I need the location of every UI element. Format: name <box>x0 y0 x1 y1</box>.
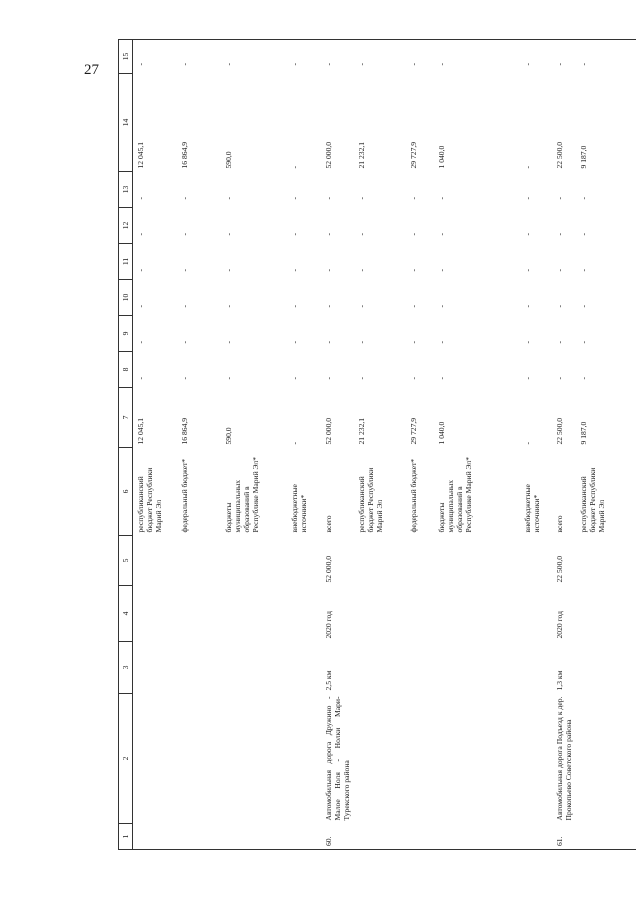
amount-dash: - <box>552 40 576 74</box>
column-number: 11 <box>119 244 133 280</box>
amount-dash: - <box>323 196 333 200</box>
amount-year: 1 040,0 <box>436 145 446 169</box>
object-name <box>133 694 177 824</box>
amount-dash: - <box>223 232 233 236</box>
amount-dash: - <box>408 232 418 236</box>
amount-dash: - <box>356 376 366 380</box>
amount-total: 52 000,0 <box>323 417 333 445</box>
estimated-cost: 52 000,0 <box>323 555 333 583</box>
amount-dash: - <box>179 232 189 236</box>
amount-dash: - <box>554 232 564 236</box>
object-name <box>177 694 221 824</box>
amount-dash: - <box>289 268 299 272</box>
object-length <box>133 642 177 694</box>
amount-dash: - <box>289 340 299 344</box>
object-length <box>520 642 552 694</box>
row-number: 61. <box>552 824 576 850</box>
amount-dash: - <box>289 196 299 200</box>
column-number: 7 <box>119 388 133 448</box>
amount-dash: - <box>223 376 233 380</box>
object-name <box>287 694 321 824</box>
object-length <box>221 642 287 694</box>
amount-dash: - <box>179 268 189 272</box>
table-row <box>321 40 354 850</box>
amount-dash: - <box>223 268 233 272</box>
amount-dash: - <box>223 196 233 200</box>
column-number: 4 <box>119 586 133 642</box>
amount-dash: - <box>579 268 589 272</box>
row-number <box>221 824 287 850</box>
estimated-cost: 22 500,0 <box>554 555 564 583</box>
amount-dash: - <box>554 268 564 272</box>
amount-dash: - <box>356 304 366 308</box>
row-number <box>354 824 406 850</box>
amount-year: - <box>289 165 299 169</box>
amount-dash: - <box>408 304 418 308</box>
amount-dash: - <box>554 196 564 200</box>
funding-source: всего <box>554 515 564 533</box>
object-length <box>434 642 520 694</box>
funding-source: федеральный бюджет* <box>179 458 189 533</box>
amount-dash: - <box>136 268 145 272</box>
object-length: 1,3 км <box>554 670 564 691</box>
amount-dash: - <box>223 340 233 344</box>
amount-total: 12 045,1 <box>136 417 145 445</box>
completion-year <box>177 586 221 642</box>
completion-year: 2020 год <box>323 611 333 639</box>
amount-dash: - <box>579 340 589 344</box>
amount-dash: - <box>179 376 189 380</box>
column-number: 2 <box>119 694 133 824</box>
object-name <box>434 694 520 824</box>
object-name <box>406 694 434 824</box>
table-row <box>354 40 406 850</box>
amount-dash: - <box>177 40 221 74</box>
amount-year: - <box>522 165 532 169</box>
funding-source: бюджеты муниципальных образований в Республике Марий Эл* <box>436 456 474 533</box>
row-number <box>133 824 177 850</box>
funding-source: республиканский бюджет Республики Марий Эл <box>579 467 607 533</box>
object-name: Автомобильная дорога Подъезд к дер. Прокопьево Советского района <box>554 696 573 821</box>
amount-dash: - <box>289 232 299 236</box>
estimated-cost <box>576 536 636 586</box>
estimated-cost <box>133 536 177 586</box>
amount-year: 9 187,0 <box>579 145 589 169</box>
column-number: 3 <box>119 642 133 694</box>
amount-dash: - <box>554 340 564 344</box>
amount-dash: - <box>408 196 418 200</box>
amount-total: 590,0 <box>223 427 233 445</box>
amount-dash: - <box>408 340 418 344</box>
column-number: 10 <box>119 280 133 316</box>
row-number: 60. <box>321 824 354 850</box>
funding-source: республиканский бюджет Республики Марий Эл <box>356 467 385 533</box>
table-row <box>576 40 636 850</box>
amount-dash: - <box>323 268 333 272</box>
table-row <box>406 40 434 850</box>
amount-dash: - <box>323 376 333 380</box>
amount-dash: - <box>179 304 189 308</box>
column-number: 14 <box>119 74 133 172</box>
table-row <box>287 40 321 850</box>
amount-dash: - <box>408 376 418 380</box>
amount-dash: - <box>522 304 532 308</box>
object-length: 2,5 км <box>323 670 333 691</box>
amount-total: - <box>289 441 299 445</box>
amount-dash: - <box>136 340 145 344</box>
amount-dash: - <box>579 232 589 236</box>
amount-dash: - <box>321 40 354 74</box>
estimated-cost <box>177 536 221 586</box>
funding-source: федеральный бюджет* <box>408 458 418 533</box>
row-number <box>520 824 552 850</box>
amount-dash: - <box>436 232 446 236</box>
amount-dash: - <box>354 40 406 74</box>
completion-year <box>221 586 287 642</box>
program-table <box>118 39 636 850</box>
column-number: 13 <box>119 172 133 208</box>
amount-dash: - <box>289 376 299 380</box>
table-row <box>520 40 552 850</box>
amount-dash: - <box>436 268 446 272</box>
row-number <box>434 824 520 850</box>
amount-dash: - <box>522 196 532 200</box>
object-length <box>177 642 221 694</box>
amount-dash: - <box>323 340 333 344</box>
completion-year <box>133 586 177 642</box>
amount-dash: - <box>179 196 189 200</box>
amount-dash: - <box>579 196 589 200</box>
column-number: 9 <box>119 316 133 352</box>
amount-total: 21 232,1 <box>356 417 366 445</box>
amount-dash: - <box>436 196 446 200</box>
estimated-cost <box>287 536 321 586</box>
table-row <box>552 40 576 850</box>
amount-year: 21 232,1 <box>356 141 366 169</box>
funding-source: республиканский бюджет Республики Марий Эл <box>136 467 164 533</box>
estimated-cost <box>434 536 520 586</box>
amount-year: 16 864,9 <box>179 141 189 169</box>
amount-year: 52 000,0 <box>323 141 333 169</box>
object-name: Автомобильная дорога Дружино - Малое Ноля - Нолки Мари-Турекского района <box>323 696 351 821</box>
amount-dash: - <box>179 340 189 344</box>
amount-dash: - <box>522 340 532 344</box>
amount-dash: - <box>436 376 446 380</box>
completion-year <box>406 586 434 642</box>
funding-source: внебюджетные источники* <box>522 484 541 533</box>
amount-dash: - <box>136 232 145 236</box>
row-number <box>576 824 636 850</box>
amount-dash: - <box>522 268 532 272</box>
column-number-row <box>119 40 133 850</box>
amount-dash: - <box>223 304 233 308</box>
funding-source: внебюджетные источники* <box>289 484 308 533</box>
table-body <box>133 40 637 850</box>
amount-year: 590,0 <box>223 151 233 169</box>
amount-dash: - <box>408 268 418 272</box>
amount-total: 29 727,9 <box>408 417 418 445</box>
amount-dash: - <box>287 40 321 74</box>
amount-dash: - <box>520 40 552 74</box>
row-number <box>177 824 221 850</box>
completion-year <box>434 586 520 642</box>
table-sheet <box>118 40 607 850</box>
completion-year <box>520 586 552 642</box>
estimated-cost <box>520 536 552 586</box>
amount-total: - <box>522 441 532 445</box>
amount-dash: - <box>136 376 145 380</box>
amount-total: 9 187,0 <box>579 421 589 445</box>
amount-dash: - <box>289 304 299 308</box>
amount-dash: - <box>323 232 333 236</box>
page-number: 27 <box>84 62 99 78</box>
amount-dash: - <box>434 40 520 74</box>
column-number: 5 <box>119 536 133 586</box>
amount-dash: - <box>522 232 532 236</box>
column-number: 8 <box>119 352 133 388</box>
funding-source: бюджеты муниципальных образований в Республике Марий Эл* <box>223 456 260 533</box>
amount-dash: - <box>576 40 636 74</box>
amount-dash: - <box>136 196 145 200</box>
object-length <box>576 642 636 694</box>
column-number: 1 <box>119 824 133 850</box>
object-length <box>406 642 434 694</box>
table-row <box>221 40 287 850</box>
amount-dash: - <box>356 340 366 344</box>
amount-dash: - <box>436 304 446 308</box>
amount-dash: - <box>554 304 564 308</box>
amount-dash: - <box>522 376 532 380</box>
amount-total: 1 040,0 <box>436 421 446 445</box>
table-row <box>133 40 177 850</box>
row-number <box>287 824 321 850</box>
amount-year: 22 500,0 <box>554 141 564 169</box>
funding-source: всего <box>323 515 333 533</box>
row-number <box>406 824 434 850</box>
amount-dash: - <box>406 40 434 74</box>
completion-year <box>287 586 321 642</box>
amount-year: 12 045,1 <box>136 141 145 169</box>
amount-dash: - <box>356 196 366 200</box>
completion-year <box>354 586 406 642</box>
amount-dash: - <box>579 304 589 308</box>
amount-dash: - <box>554 376 564 380</box>
column-number: 12 <box>119 208 133 244</box>
object-name <box>520 694 552 824</box>
amount-dash: - <box>323 304 333 308</box>
amount-dash: - <box>136 304 145 308</box>
estimated-cost <box>221 536 287 586</box>
amount-year: 29 727,9 <box>408 141 418 169</box>
column-number: 6 <box>119 448 133 536</box>
estimated-cost <box>406 536 434 586</box>
amount-total: 16 864,9 <box>179 417 189 445</box>
amount-dash: - <box>436 340 446 344</box>
table-row <box>177 40 221 850</box>
object-name <box>354 694 406 824</box>
estimated-cost <box>354 536 406 586</box>
object-name <box>576 694 636 824</box>
column-number: 15 <box>119 40 133 74</box>
amount-dash: - <box>221 40 287 74</box>
table-row <box>434 40 520 850</box>
amount-total: 22 500,0 <box>554 417 564 445</box>
completion-year: 2020 год <box>554 611 564 639</box>
amount-dash: - <box>133 40 177 74</box>
object-length <box>354 642 406 694</box>
object-length <box>287 642 321 694</box>
amount-dash: - <box>356 232 366 236</box>
object-name <box>221 694 287 824</box>
amount-dash: - <box>356 268 366 272</box>
amount-dash: - <box>579 376 589 380</box>
completion-year <box>576 586 636 642</box>
